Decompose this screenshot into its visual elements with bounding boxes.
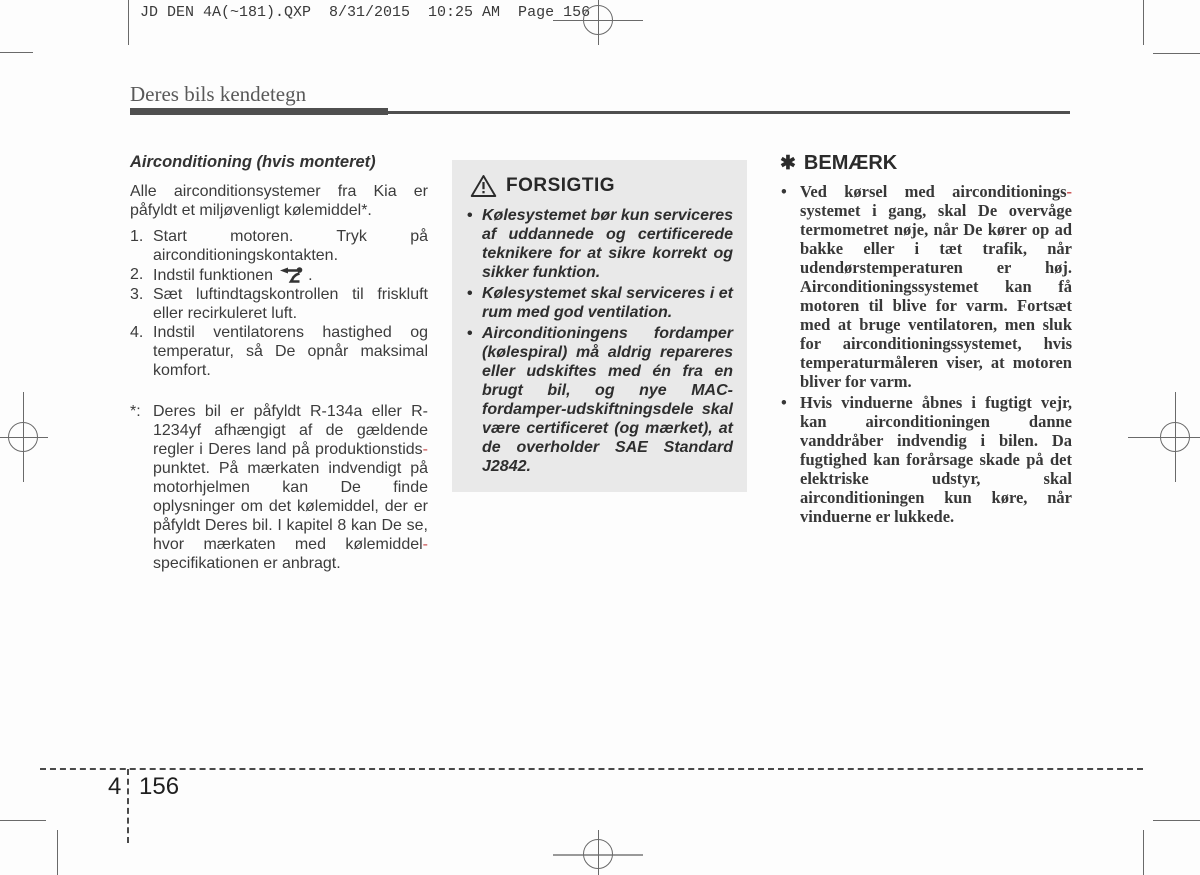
step-text: Sæt luftindtagskontrollen til friskluft eller recirkuleret luft. — [153, 286, 428, 322]
note-bullet — [780, 393, 1072, 526]
step-item-3 — [130, 285, 428, 323]
registration-circle-icon — [8, 422, 38, 452]
footnote-text: Deres bil er påfyldt R-134a eller R-1234yf afhængigt af de gældende regler i Deres land på produktionstids-punktet. På mærkaten indvendigt på motorhjelmen kan De finde oplysninger om det kølemiddel, der er påfyldt Deres bil. I kapitel 8 kan De se, hvor mærkaten med kølemiddel-specifikationen er anbragt. — [153, 403, 428, 572]
title-underline-thin — [388, 111, 1070, 114]
step-number: 3. — [130, 286, 144, 303]
refrigerant-footnote — [130, 402, 428, 573]
caution-bullet — [466, 284, 733, 322]
intro-paragraph: Alle airconditionsystemer fra Kia er påfyldt et miljøvenligt kølemiddel*. — [130, 183, 428, 219]
crop-mark-bottom-left-horizontal — [0, 820, 46, 821]
bullet-marker: • — [467, 285, 473, 302]
caution-bullet — [466, 324, 733, 476]
fold-dashed-line-horizontal — [40, 768, 1143, 770]
warning-triangle-icon — [470, 174, 497, 198]
step-text: Indstil funktionen — [153, 267, 274, 284]
bullet-marker: • — [781, 393, 787, 412]
page-title: Deres bils kendetegn — [130, 82, 307, 106]
caution-title-row — [470, 174, 733, 198]
note-column — [780, 152, 1072, 528]
step-item-1 — [130, 227, 428, 265]
caution-bullet-text: Kølesystemet skal serviceres i et rum med god ventilation. — [482, 285, 733, 321]
vent-face-mode-icon — [276, 265, 305, 284]
step-number: 1. — [130, 228, 144, 245]
crop-mark-top-right-horizontal — [1153, 53, 1200, 54]
note-title-row — [780, 152, 1072, 175]
bullet-marker: • — [467, 207, 473, 224]
proof-header-text: JD DEN 4A(~181).QXP 8/31/2015 10:25 AM Page 156 — [140, 4, 591, 21]
bullet-marker: • — [467, 325, 473, 342]
section-heading: Airconditioning (hvis monteret) — [130, 153, 376, 171]
caution-box — [452, 160, 747, 492]
crop-mark-top-left-vertical — [128, 0, 129, 45]
bullet-marker: • — [781, 182, 787, 201]
caution-bullet-text: Kølesystemet bør kun serviceres af uddannede og certificerede teknikere for at sikre korrekt og sikker funktion. — [482, 207, 733, 281]
step-number: 4. — [130, 324, 144, 341]
instruction-steps — [130, 227, 428, 380]
note-title: BEMÆRK — [803, 152, 898, 174]
caution-bullet-list — [466, 206, 733, 476]
step-text-after-icon: . — [308, 267, 313, 284]
chapter-number: 4 — [108, 773, 122, 800]
registration-circle-icon — [583, 839, 613, 869]
registration-circle-icon — [1160, 422, 1190, 452]
note-bullet-text: Hvis vinduerne åbnes i fugtigt vejr, kan airconditioningen danne vanddråber indvendig i bilen. Da fugtighed kan forårsage skade på det elektriske udstyr, skal airconditioningen kun køre, når vinduerne er lukkede. — [800, 393, 1072, 526]
step-text: Start motoren. Tryk på airconditioningskontakten. — [153, 228, 428, 264]
crop-mark-bottom-right-vertical — [1143, 830, 1144, 875]
step-item-4 — [130, 323, 428, 380]
caution-bullet-text: Airconditioningens fordamper (kølespiral) må aldrig repareres eller udskiftes med én fra en brugt bil, og nye MAC-fordamper-udskiftningsdele skal være certificeret (og mærket), at de overholder SAE Standard J2842. — [482, 325, 733, 475]
fold-dashed-line-vertical — [127, 769, 129, 843]
footnote-marker: *: — [130, 403, 141, 420]
page-number: 156 — [139, 773, 180, 800]
step-item-2 — [130, 265, 428, 285]
step-number: 2. — [130, 266, 144, 283]
note-bullet-list — [780, 182, 1072, 526]
note-bullet — [780, 182, 1072, 391]
crop-mark-top-left-horizontal — [0, 52, 33, 53]
note-asterisk-icon: ✱ — [780, 152, 796, 174]
title-underline-thick — [130, 108, 388, 115]
caution-bullet — [466, 206, 733, 282]
crop-mark-bottom-right-horizontal — [1153, 820, 1200, 821]
column-airconditioning — [130, 153, 428, 573]
note-bullet-text: Ved kørsel med airconditionings-systemet i gang, skal De overvåge termometret nøje, når De kører op ad bakke eller i tæt trafik, når udendørstemperaturen er høj. Airconditioningssystemet kan få motoren til blive for varm. Fortsæt med at bruge ventilatoren, men sluk for airconditioningssystemet, hvis temperaturmåleren viser, at motoren bliver for varm. — [800, 182, 1072, 391]
step-text: Indstil ventilatorens hastighed og temperatur, så De opnår maksimal komfort. — [153, 324, 428, 379]
crop-mark-top-right-vertical — [1143, 0, 1144, 45]
caution-title: FORSIGTIG — [506, 175, 615, 196]
crop-mark-bottom-left-vertical — [57, 830, 58, 875]
